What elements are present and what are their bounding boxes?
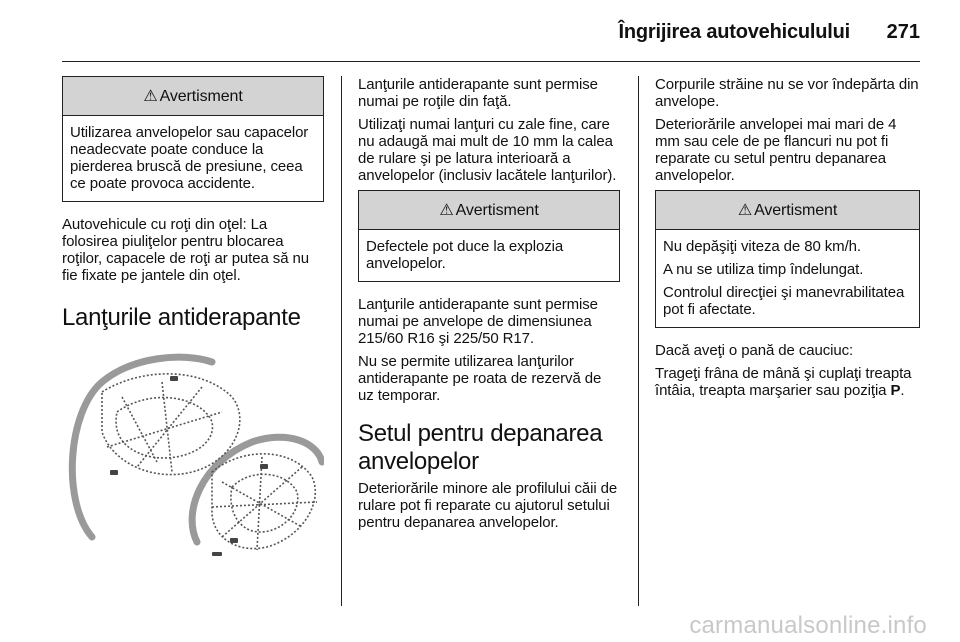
column-2 [358, 76, 620, 537]
warning-header [359, 191, 619, 230]
warning-text: Utilizarea anvelopelor sau capacelor neadecvate poate conduce la pierderea bruscă de presiune, ceea ce poate provoca accidente. [70, 124, 309, 192]
paragraph-end: . [900, 382, 905, 399]
column-3 [655, 76, 920, 405]
warning-icon: ⚠ [737, 202, 753, 219]
paragraph: Deteriorările minore ale profilului căii de rulare pot fi reparate cu ajutorul setului pentru depanarea anvelopelor. [358, 480, 618, 531]
warning-icon: ⚠ [439, 202, 454, 219]
warning-line: A nu se utiliza timp îndelungat. [663, 261, 864, 278]
warning-body [63, 116, 323, 201]
paragraph: Deteriorările anvelopei mai mari de 4 mm sau cele de pe flancuri nu pot fi reparate cu setul pentru depanarea anvelopelor. [655, 116, 897, 184]
warning-icon: ⚠ [143, 88, 158, 105]
section-title: Lanţurile antiderapante [62, 304, 301, 331]
running-header-title: Îngrijirea autovehiculului [618, 21, 850, 43]
paragraph: Autovehicule cu roţi din oţel: La folosirea piuliţelor pentru blocarea roţilor, capacele de roţi ar putea să nu fie fixate pe jantele din oţel. [62, 216, 309, 284]
paragraph: Dacă aveţi o pană de cauciuc: [655, 342, 854, 359]
paragraph: Utilizaţi numai lanţuri cu zale fine, care nu adaugă mai mult de 10 mm la calea de rulare şi pe latura interioară a anvelopelor (inclusiv lacătele lanţurilor). [358, 116, 617, 184]
page-number: 271 [886, 21, 920, 43]
warning-box [655, 190, 920, 328]
paragraph: Nu se permite utilizarea lanţurilor antiderapante pe roata de rezervă de uz temporar. [358, 353, 602, 404]
warning-header [63, 77, 323, 116]
snow-chains-illustration [62, 352, 324, 564]
warning-header [656, 191, 919, 230]
gear-position-label: P [890, 382, 901, 399]
paragraph [655, 365, 920, 399]
warning-box [358, 190, 620, 282]
warning-title: Avertisment [754, 202, 838, 219]
column-divider [638, 76, 639, 606]
warning-body [359, 230, 619, 281]
section-title: Setul pentru depanarea anvelopelor [358, 420, 603, 475]
column-divider [341, 76, 342, 606]
warning-body [656, 230, 919, 327]
warning-title: Avertisment [455, 202, 539, 219]
warning-box [62, 76, 324, 202]
paragraph-text: Trageţi frâna de mână şi cuplaţi treapta întâia, treapta marşarier sau poziţia [655, 365, 912, 399]
warning-line: Nu depăşiţi viteza de 80 km/h. [663, 238, 861, 255]
watermark: carmanualsonline.info [689, 612, 927, 639]
warning-text: Defectele pot duce la explozia anvelopelor. [366, 238, 564, 272]
paragraph: Lanţurile antiderapante sunt permise numai pe anvelope de dimensiunea 215/60 R16 şi 225/50 R17. [358, 296, 598, 347]
paragraph: Corpurile străine nu se vor îndepărta din anvelope. [655, 76, 919, 110]
paragraph: Lanţurile antiderapante sunt permise numai pe roţile din faţă. [358, 76, 598, 110]
warning-line: Controlul direcţiei şi manevrabilitatea pot fi afectate. [663, 284, 905, 318]
warning-title: Avertisment [159, 88, 243, 105]
header-rule [62, 61, 920, 62]
column-1 [62, 76, 324, 564]
